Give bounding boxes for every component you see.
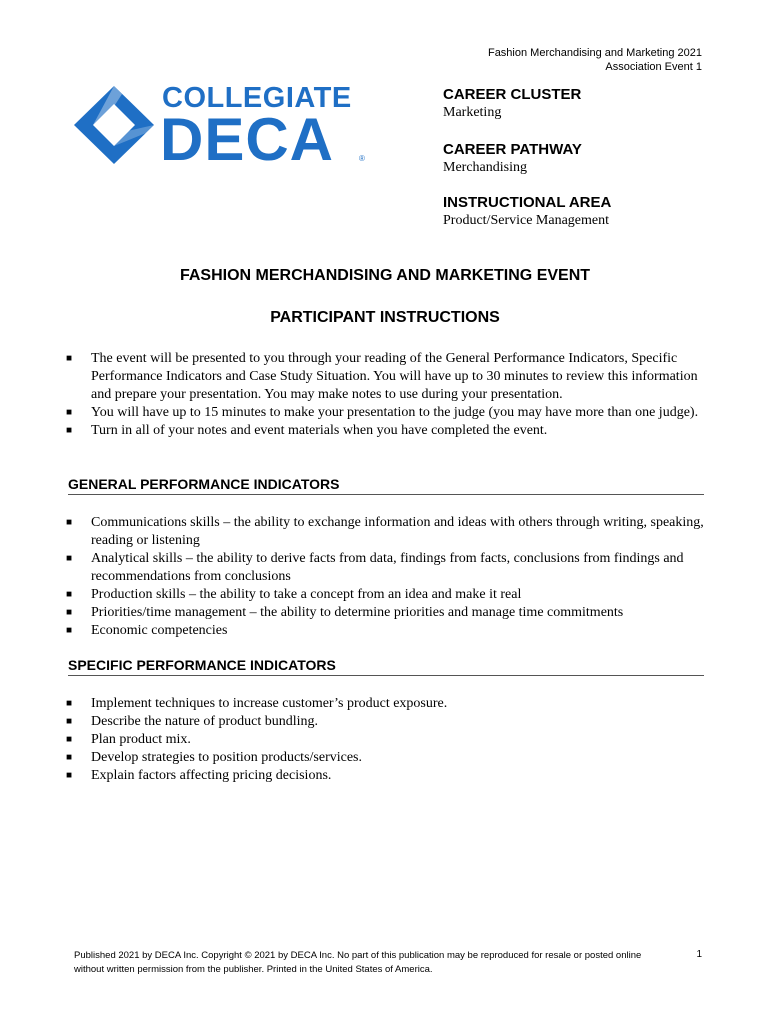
instructional-area-label: INSTRUCTIONAL AREA	[443, 194, 612, 211]
career-pathway-label: CAREER PATHWAY	[443, 141, 582, 158]
instructional-area-block	[443, 194, 703, 230]
bullet-icon: ■	[66, 353, 73, 364]
list-item	[66, 749, 706, 767]
logo-registered-mark: ®	[359, 154, 365, 163]
career-cluster-block	[443, 86, 703, 122]
bullet-icon: ■	[66, 553, 73, 564]
general-indicators-list	[66, 514, 706, 640]
career-cluster-value: Marketing	[443, 105, 502, 120]
instructions-list	[66, 350, 706, 440]
career-pathway-value: Merchandising	[443, 160, 527, 175]
list-item-text: Production skills – the ability to take a concept from an idea and make it real	[91, 587, 522, 602]
list-item	[66, 622, 706, 640]
specific-indicators-heading: SPECIFIC PERFORMANCE INDICATORS	[68, 657, 704, 676]
bullet-icon: ■	[66, 716, 73, 727]
list-item-text: You will have up to 15 minutes to make your presentation to the judge (you may have more than one judge).	[91, 405, 699, 420]
list-item	[66, 514, 706, 550]
bullet-icon: ■	[66, 589, 73, 600]
header-event-number: Association Event 1	[605, 61, 702, 73]
list-item-text: Priorities/time management – the ability to determine priorities and manage time commitments	[91, 605, 624, 620]
list-item-text: Analytical skills – the ability to derive facts from data, findings from facts, conclusions from findings and recommendations from conclusions	[91, 551, 684, 584]
collegiate-deca-logo	[72, 82, 372, 173]
bullet-icon: ■	[66, 698, 73, 709]
list-item	[66, 731, 706, 749]
list-item-text: Plan product mix.	[91, 732, 191, 747]
list-item	[66, 350, 706, 404]
instructional-area-value: Product/Service Management	[443, 213, 610, 228]
bullet-icon: ■	[66, 625, 73, 636]
career-cluster-label: CAREER CLUSTER	[443, 86, 582, 103]
list-item-text: The event will be presented to you through your reading of the General Performance Indicators, Specific Performance Indicators and Case Study Situation. You will have up to 30 minutes to review this information and prepare your presentation. You may make notes to use during your presentation.	[91, 351, 698, 402]
bullet-icon: ■	[66, 425, 73, 436]
list-item	[66, 422, 706, 440]
header-event-name: Fashion Merchandising and Marketing 2021	[487, 47, 702, 59]
career-pathway-block	[443, 141, 703, 177]
specific-indicators-list	[66, 695, 706, 785]
logo-collegiate-text: COLLEGIATE	[162, 82, 352, 114]
list-item-text: Communications skills – the ability to exchange information and ideas with others through writing, speaking, reading or listening	[91, 515, 704, 548]
event-title: FASHION MERCHANDISING AND MARKETING EVENT	[179, 267, 591, 284]
list-item-text: Explain factors affecting pricing decisions.	[91, 768, 332, 783]
general-indicators-heading: GENERAL PERFORMANCE INDICATORS	[68, 476, 704, 495]
list-item	[66, 713, 706, 731]
bullet-icon: ■	[66, 752, 73, 763]
list-item	[66, 586, 706, 604]
list-item	[66, 695, 706, 713]
copyright-footer: Published 2021 by DECA Inc. Copyright © 2021 by DECA Inc. No part of this publication may be reproduced for resale or posted online without written permission from the publisher. Printed in the United States of America.	[74, 950, 642, 975]
bullet-icon: ■	[66, 770, 73, 781]
logo-deca-text: DECA	[160, 106, 335, 173]
list-item-text: Turn in all of your notes and event materials when you have completed the event.	[91, 423, 548, 438]
deca-diamond-icon	[72, 84, 156, 166]
list-item	[66, 550, 706, 586]
list-item-text: Implement techniques to increase customer’s product exposure.	[91, 696, 448, 711]
document-header	[488, 46, 702, 74]
participant-instructions-title: PARTICIPANT INSTRUCTIONS	[270, 309, 500, 326]
page-number: 1	[696, 949, 702, 960]
list-item-text: Describe the nature of product bundling.	[91, 714, 319, 729]
bullet-icon: ■	[66, 517, 73, 528]
bullet-icon: ■	[66, 734, 73, 745]
list-item	[66, 604, 706, 622]
list-item	[66, 404, 706, 422]
bullet-icon: ■	[66, 607, 73, 618]
list-item-text: Develop strategies to position products/services.	[91, 750, 362, 765]
list-item	[66, 767, 706, 785]
list-item-text: Economic competencies	[91, 623, 228, 638]
bullet-icon: ■	[66, 407, 73, 418]
